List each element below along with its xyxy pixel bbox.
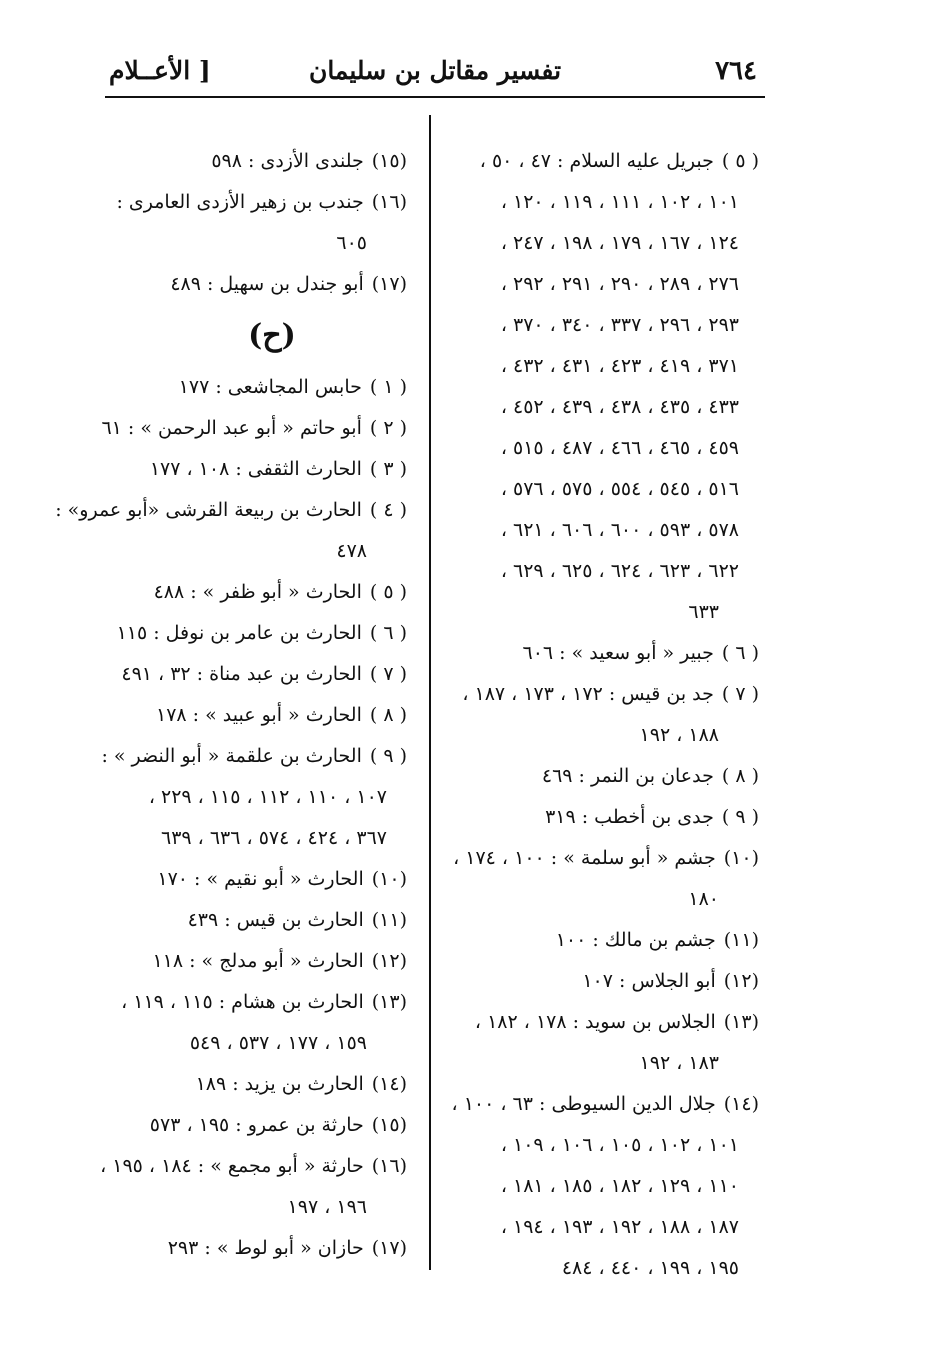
- entry-continuation: ١٨٣ ، ١٩٢: [639, 1052, 719, 1074]
- index-entry: [107, 141, 407, 182]
- index-entry: [441, 1084, 759, 1125]
- entry-continuation: ١٨٧ ، ١٨٨ ، ١٩٢ ، ١٩٣ ، ١٩٤ ،: [500, 1216, 739, 1238]
- entry-text: جندب بن زهير الأزدى العامرى :: [116, 191, 364, 213]
- entry-number: ( ٢ ): [369, 417, 407, 439]
- entry-text: الحارث بن عبد مناة : ٣٢ ، ٤٩١: [121, 663, 362, 685]
- entry-number: ( ٨ ): [369, 704, 407, 726]
- entry-text: حازان « أبو لوط » : ٢٩٣: [167, 1237, 364, 1259]
- section-title: [ الأعــلام: [109, 56, 211, 85]
- entry-continuation: ١٥٩ ، ١٧٧ ، ٥٣٧ ، ٥٤٩: [189, 1032, 367, 1054]
- entry-number: ( ٥ ): [721, 150, 759, 172]
- entry-text: أبو الجلاس : ١٠٧: [582, 970, 716, 992]
- entry-text: أبو حاتم « أبو عبد الرحمن » : ٦١: [101, 417, 362, 439]
- entry-text: الحارث « أبو ظفر » : ٤٨٨: [153, 581, 362, 603]
- index-entry: [107, 1228, 407, 1269]
- index-entry: [107, 449, 407, 490]
- entry-text: أبو جندل بن سهيل : ٤٨٩: [170, 273, 364, 295]
- index-entry: [101, 736, 407, 777]
- index-entry: [107, 654, 407, 695]
- index-entry: [441, 141, 759, 182]
- entry-text: الحارث بن هشام : ١١٥ ، ١١٩ ،: [121, 991, 364, 1013]
- entry-text: الحارث بن قيس : ٤٣٩: [187, 909, 364, 931]
- entry-continuation: ٦٢٢ ، ٦٢٣ ، ٦٢٤ ، ٦٢٥ ، ٦٢٩ ،: [500, 560, 739, 582]
- index-entry: [107, 572, 407, 613]
- entry-number: (١٠): [723, 847, 759, 869]
- index-column-left: [55, 141, 407, 1269]
- entry-text: جشم بن مالك : ١٠٠: [555, 929, 716, 951]
- entry-number: (١٦): [371, 191, 407, 213]
- entry-continuation: ٣٦٧ ، ٤٢٤ ، ٥٧٤ ، ٦٣٦ ، ٦٣٩: [161, 827, 387, 849]
- entry-continuation: ٤٥٩ ، ٤٦٥ ، ٤٦٦ ، ٤٨٧ ، ٥١٥ ،: [500, 437, 739, 459]
- index-entry: [441, 1002, 759, 1043]
- index-entry: [107, 182, 407, 223]
- entry-continuation: ١٨٠: [688, 888, 719, 910]
- index-entry: [107, 1064, 407, 1105]
- index-entry: [101, 408, 407, 449]
- index-entry: [107, 900, 407, 941]
- section-letter-heading: (ح): [248, 318, 296, 353]
- entry-number: (١٥): [371, 150, 407, 172]
- entry-number: (١٧): [371, 1237, 407, 1259]
- index-entry: [107, 1105, 407, 1146]
- entry-number: ( ٧ ): [369, 663, 407, 685]
- entry-text: جدى بن أخطب : ٣١٩: [545, 806, 714, 828]
- entry-text: جشم « أبو سلمة » : ١٠٠ ، ١٧٤ ،: [453, 847, 716, 869]
- index-entry: [441, 797, 759, 838]
- entry-number: (١٦): [371, 1155, 407, 1177]
- entry-continuation: ١٩٥ ، ١٩٩ ، ٤٤٠ ، ٤٨٤: [561, 1257, 739, 1279]
- entry-text: الحارث بن ربيعة القرشى «أبو عمرو» :: [55, 499, 362, 521]
- index-entry: [107, 613, 407, 654]
- entry-text: الحارث بن يزيد : ١٨٩: [195, 1073, 364, 1095]
- entry-continuation: ٥١٦ ، ٥٤٥ ، ٥٥٤ ، ٥٧٥ ، ٥٧٦ ،: [500, 478, 739, 500]
- entry-number: ( ٩ ): [721, 806, 759, 828]
- entry-continuation: ٢٧٦ ، ٢٨٩ ، ٢٩٠ ، ٢٩١ ، ٢٩٢ ،: [500, 273, 739, 295]
- index-entry: [107, 695, 407, 736]
- index-entry: [107, 264, 407, 305]
- entry-number: (١٣): [723, 1011, 759, 1033]
- index-entry: [441, 633, 759, 674]
- entry-number: ( ٥ ): [369, 581, 407, 603]
- entry-text: جلندى الأزدى : ٥٩٨: [211, 150, 364, 172]
- entry-text: جبير « أبو سعيد » : ٦٠٦: [522, 642, 714, 664]
- index-column-right: [441, 141, 759, 1289]
- entry-number: ( ٦ ): [369, 622, 407, 644]
- entry-continuation: ٢٩٣ ، ٢٩٦ ، ٣٣٧ ، ٣٤٠ ، ٣٧٠ ،: [500, 314, 739, 336]
- entry-continuation: ٦٠٥: [336, 232, 367, 254]
- entry-continuation: ٤٧٨: [336, 540, 367, 562]
- entry-text: جلال الدين السيوطى : ٦٣ ، ١٠٠ ،: [451, 1093, 716, 1115]
- entry-continuation: ١٩٦ ، ١٩٧: [287, 1196, 367, 1218]
- entry-number: ( ٦ ): [721, 642, 759, 664]
- entry-text: الحارث « أبو مدلج » : ١١٨: [152, 950, 364, 972]
- entry-text: الحارث بن عامر بن نوفل : ١١٥: [116, 622, 362, 644]
- entry-number: (١٤): [723, 1093, 759, 1115]
- entry-text: جد بن قيس : ١٧٢ ، ١٧٣ ، ١٨٧ ،: [462, 683, 714, 705]
- index-entry: [107, 859, 407, 900]
- entry-text: الحارث « أبو عبيد » : ١٧٨: [156, 704, 362, 726]
- entry-text: حارثة بن عمرو : ١٩٥ ، ٥٧٣: [149, 1114, 364, 1136]
- column-divider: [429, 115, 431, 1270]
- index-entry: [107, 982, 407, 1023]
- entry-text: جدعان بن النمر : ٤٦٩: [541, 765, 714, 787]
- index-entry: [441, 756, 759, 797]
- entry-number: ( ٣ ): [369, 458, 407, 480]
- entry-continuation: ١٨٨ ، ١٩٢: [639, 724, 719, 746]
- entry-text: الحارث بن علقمة « أبو النضر » :: [101, 745, 362, 767]
- entry-number: ( ٤ ): [369, 499, 407, 521]
- entry-continuation: ١٢٤ ، ١٦٧ ، ١٧٩ ، ١٩٨ ، ٢٤٧ ،: [500, 232, 739, 254]
- entry-text: جبريل عليه السلام : ٤٧ ، ٥٠ ،: [479, 150, 714, 172]
- entry-number: (١٥): [371, 1114, 407, 1136]
- entry-number: (١٣): [371, 991, 407, 1013]
- entry-number: (١١): [723, 929, 759, 951]
- entry-text: حابس المجاشعى : ١٧٧: [178, 376, 362, 398]
- entry-text: حارثة « أبو مجمع » : ١٨٤ ، ١٩٥ ،: [100, 1155, 364, 1177]
- page-header: [105, 52, 765, 98]
- entry-continuation: ١٠١ ، ١٠٢ ، ١٠٥ ، ١٠٦ ، ١٠٩ ،: [500, 1134, 739, 1156]
- entry-number: (١٢): [371, 950, 407, 972]
- entry-continuation: ٦٣٣: [688, 601, 719, 623]
- entry-number: ( ٧ ): [721, 683, 759, 705]
- index-entry: [107, 941, 407, 982]
- entry-continuation: ١٠٧ ، ١١٠ ، ١١٢ ، ١١٥ ، ٢٢٩ ،: [148, 786, 387, 808]
- entry-number: (١٤): [371, 1073, 407, 1095]
- index-entry: [107, 367, 407, 408]
- entry-number: ( ٨ ): [721, 765, 759, 787]
- entry-continuation: ٤٣٣ ، ٤٣٥ ، ٤٣٨ ، ٤٣٩ ، ٤٥٢ ،: [500, 396, 739, 418]
- index-entry: [55, 490, 407, 531]
- index-entry: [441, 674, 759, 715]
- page-title: تفسير مقاتل بن سليمان: [308, 56, 562, 85]
- entry-number: (١٧): [371, 273, 407, 295]
- entry-number: (١١): [371, 909, 407, 931]
- entry-number: ( ٩ ): [369, 745, 407, 767]
- index-entry: [441, 838, 759, 879]
- entry-continuation: ١١٠ ، ١٢٩ ، ١٨٢ ، ١٨٥ ، ١٨١ ،: [500, 1175, 739, 1197]
- entry-number: (١٢): [723, 970, 759, 992]
- entry-continuation: ٣٧١ ، ٤١٩ ، ٤٢٣ ، ٤٣١ ، ٤٣٢ ،: [500, 355, 739, 377]
- index-entry: [441, 961, 759, 1002]
- entry-text: الجلاس بن سويد : ١٧٨ ، ١٨٢ ،: [474, 1011, 716, 1033]
- entry-continuation: ٥٧٨ ، ٥٩٣ ، ٦٠٠ ، ٦٠٦ ، ٦٢١ ،: [500, 519, 739, 541]
- entry-number: (١٠): [371, 868, 407, 890]
- entry-continuation: ١٠١ ، ١٠٢ ، ١١١ ، ١١٩ ، ١٢٠ ،: [500, 191, 739, 213]
- entry-text: الحارث الثقفى : ١٠٨ ، ١٧٧: [149, 458, 362, 480]
- page-number: ٧٦٤: [715, 56, 757, 86]
- index-entry: [441, 920, 759, 961]
- entry-number: ( ١ ): [369, 376, 407, 398]
- entry-text: الحارث « أبو نقيم » : ١٧٠: [157, 868, 364, 890]
- index-entry: [100, 1146, 407, 1187]
